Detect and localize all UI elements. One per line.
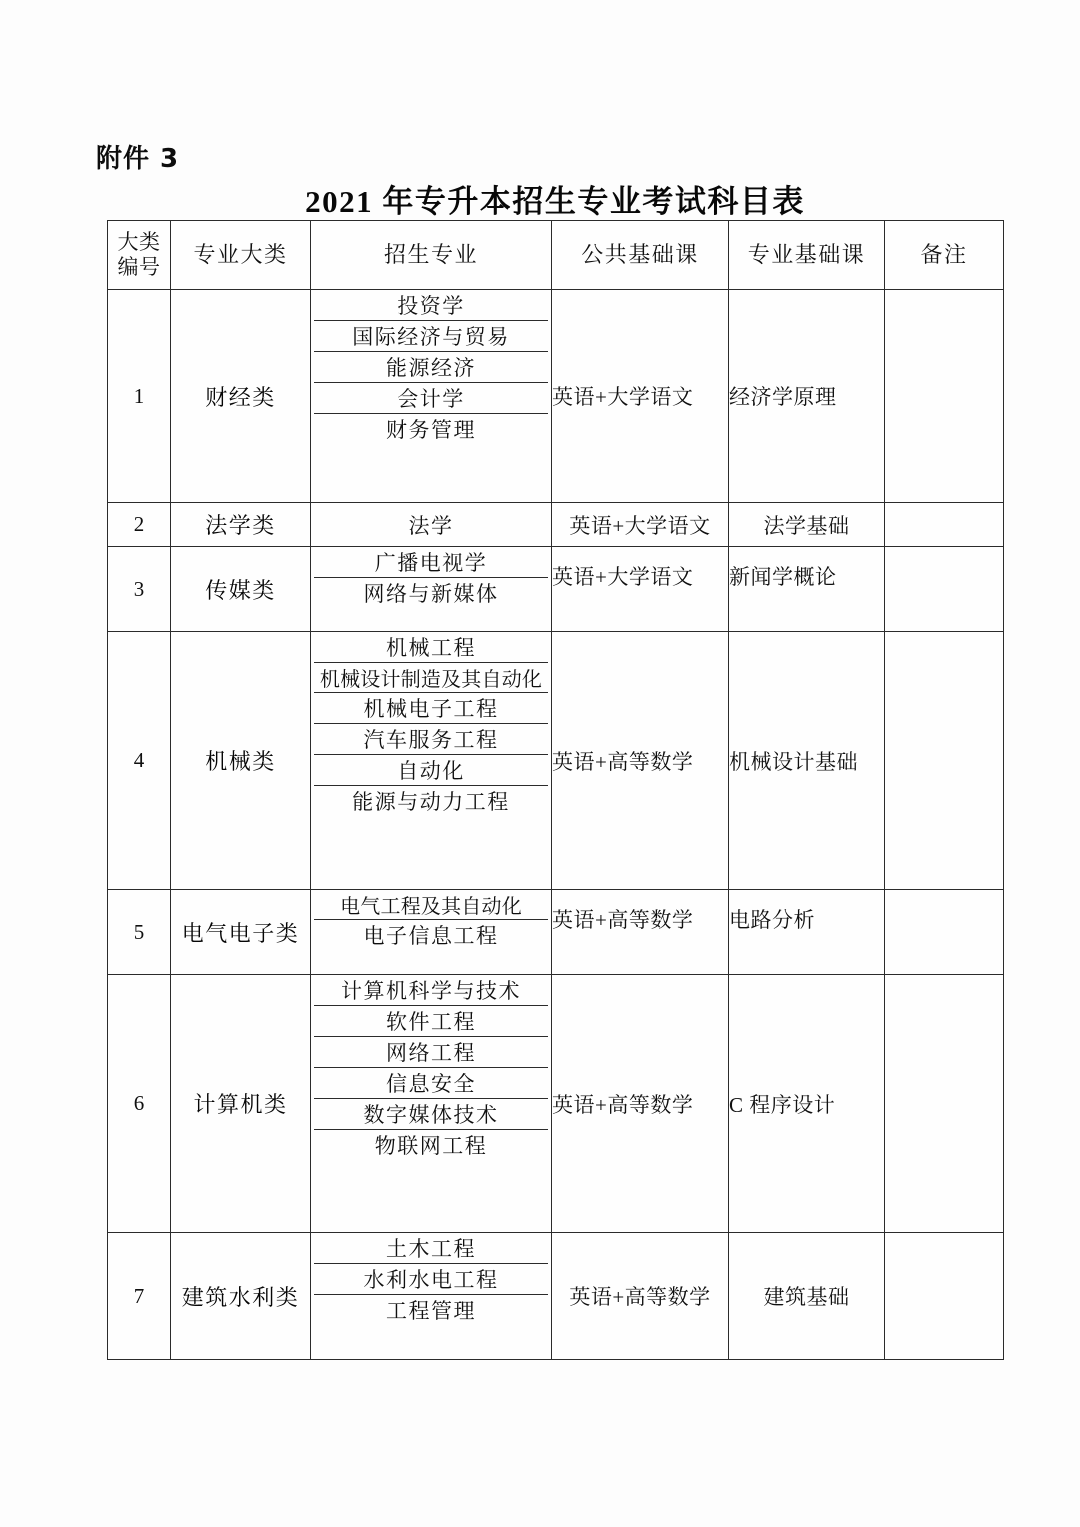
major-item: 国际经济与贸易 [314,320,548,351]
major-item: 软件工程 [314,1005,548,1036]
major-item: 信息安全 [314,1067,548,1098]
row-category: 机械类 [171,632,311,890]
row-remark [885,503,1004,547]
row-majors [311,1233,552,1360]
row-number: 7 [108,1233,171,1360]
row-majors: 法学 [311,503,552,547]
major-item: 电子信息工程 [314,919,548,950]
table-row [108,890,1004,975]
row-public-course: 英语+高等数学 [552,632,729,890]
row-public-course: 英语+大学语文 [552,547,729,632]
row-professional-course: 经济学原理 [729,290,885,503]
row-professional-course: 机械设计基础 [729,632,885,890]
major-item: 能源经济 [314,351,548,382]
header-category-no [108,221,171,290]
major-item: 土木工程 [386,1237,476,1261]
table-body [108,290,1004,1360]
row-public-course: 英语+高等数学 [552,975,729,1233]
row-category: 传媒类 [171,547,311,632]
major-item: 自动化 [314,754,548,785]
row-remark [885,1233,1004,1360]
table-row [108,290,1004,503]
table-row [108,503,1004,547]
row-professional-course: C 程序设计 [729,975,885,1233]
major-item: 财务管理 [314,413,548,444]
attachment-label: 附件 3 [96,144,180,174]
header-public-course: 公共基础课 [552,221,729,290]
row-category: 电气电子类 [171,890,311,975]
row-professional-course: 建筑基础 [729,1233,885,1360]
row-category: 法学类 [171,503,311,547]
row-majors [311,890,552,975]
major-item: 投资学 [397,294,465,318]
table-header-row [108,221,1004,290]
major-item: 物联网工程 [314,1129,548,1160]
row-number: 6 [108,975,171,1233]
header-major: 招生专业 [311,221,552,290]
major-item: 电气工程及其自动化 [340,896,522,918]
major-item: 机械设计制造及其自动化 [314,662,548,692]
table-row [108,547,1004,632]
row-majors [311,290,552,503]
row-category: 建筑水利类 [171,1233,311,1360]
major-item: 机械工程 [386,636,476,660]
major-item: 机械电子工程 [314,692,548,723]
row-majors [311,632,552,890]
row-majors [311,547,552,632]
page-title: 2021 年专升本招生专业考试科目表 [305,184,805,219]
major-item: 网络与新媒体 [314,577,548,608]
row-number: 4 [108,632,171,890]
major-item: 广播电视学 [374,551,488,575]
major-item: 工程管理 [314,1294,548,1325]
major-item: 会计学 [314,382,548,413]
row-professional-course: 法学基础 [729,503,885,547]
row-number: 2 [108,503,171,547]
row-public-course: 英语+高等数学 [552,1233,729,1360]
row-remark [885,975,1004,1233]
row-number: 3 [108,547,171,632]
row-number: 1 [108,290,171,503]
header-category-no-line2: 编号 [117,255,161,279]
major-item: 能源与动力工程 [314,785,548,816]
table-row [108,975,1004,1233]
major-item: 汽车服务工程 [314,723,548,754]
row-public-course: 英语+大学语文 [552,503,729,547]
row-remark [885,290,1004,503]
header-professional-course: 专业基础课 [729,221,885,290]
table-row [108,632,1004,890]
exam-subject-table [107,220,1004,1360]
major-item: 数字媒体技术 [314,1098,548,1129]
row-professional-course: 新闻学概论 [729,547,885,632]
row-public-course: 英语+高等数学 [552,890,729,975]
row-number: 5 [108,890,171,975]
row-remark [885,890,1004,975]
row-category: 财经类 [171,290,311,503]
major-item: 水利水电工程 [314,1263,548,1294]
row-professional-course: 电路分析 [729,890,885,975]
table-row [108,1233,1004,1360]
header-remark: 备注 [885,221,1004,290]
header-category-no-line1: 大类 [117,229,161,254]
row-remark [885,547,1004,632]
row-remark [885,632,1004,890]
row-majors [311,975,552,1233]
row-category: 计算机类 [171,975,311,1233]
row-public-course: 英语+大学语文 [552,290,729,503]
major-item: 网络工程 [314,1036,548,1067]
header-category: 专业大类 [171,221,311,290]
major-item: 计算机科学与技术 [341,979,521,1003]
